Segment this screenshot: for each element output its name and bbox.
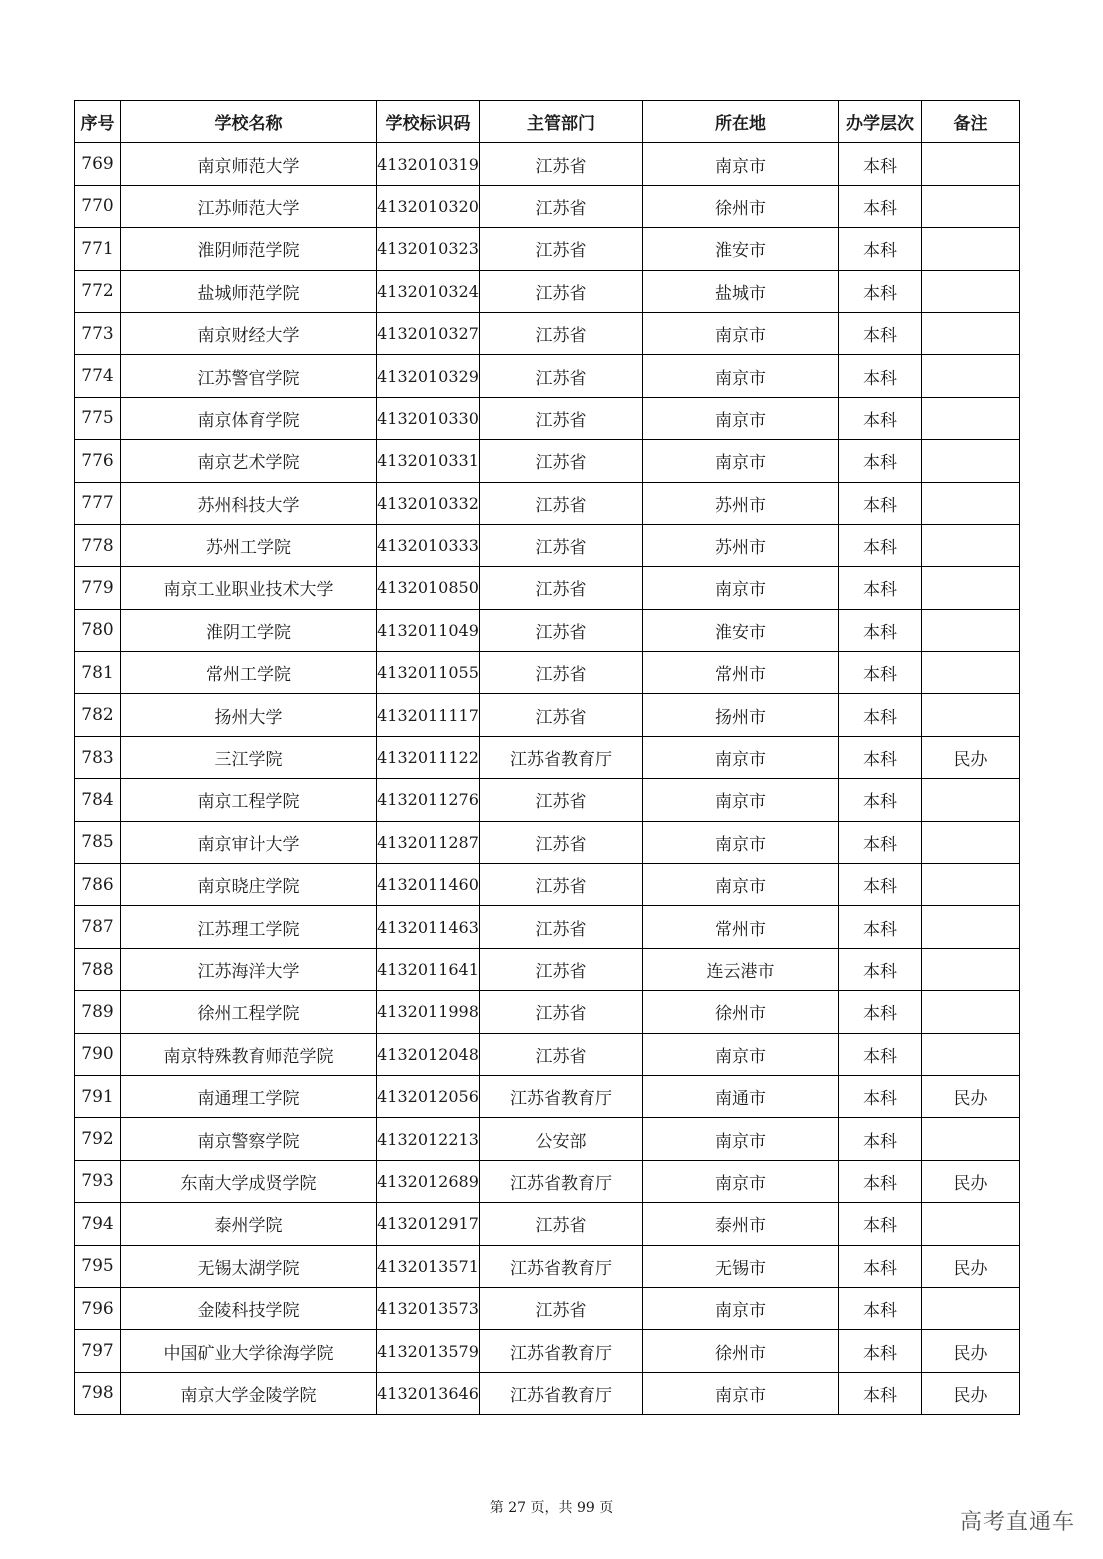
header-cell-authority: 主管部门 (480, 101, 643, 143)
cell-school-code: 4132010850 (377, 567, 480, 609)
table-row (75, 397, 1020, 439)
cell-remarks (922, 228, 1020, 270)
cell-location: 徐州市 (643, 1330, 839, 1372)
cell-index: 782 (75, 694, 121, 736)
table-row (75, 906, 1020, 948)
cell-school-name: 盐城师范学院 (121, 270, 377, 312)
cell-remarks (922, 185, 1020, 227)
cell-index: 776 (75, 440, 121, 482)
header-cell-remarks: 备注 (922, 101, 1020, 143)
cell-school-code: 4132011998 (377, 991, 480, 1033)
table-row (75, 482, 1020, 524)
cell-location: 扬州市 (643, 694, 839, 736)
cell-authority: 江苏省 (480, 143, 643, 185)
cell-school-name: 江苏海洋大学 (121, 948, 377, 990)
cell-index: 778 (75, 524, 121, 566)
table-header-row (75, 101, 1020, 143)
cell-index: 785 (75, 821, 121, 863)
cell-index: 781 (75, 652, 121, 694)
cell-index: 783 (75, 736, 121, 778)
table-row (75, 1203, 1020, 1245)
cell-index: 773 (75, 312, 121, 354)
cell-school-name: 苏州科技大学 (121, 482, 377, 524)
cell-location: 南京市 (643, 397, 839, 439)
cell-school-name: 东南大学成贤学院 (121, 1160, 377, 1202)
cell-index: 798 (75, 1372, 121, 1414)
cell-school-code: 4132011287 (377, 821, 480, 863)
table-row (75, 609, 1020, 651)
cell-remarks (922, 948, 1020, 990)
cell-remarks: 民办 (922, 1160, 1020, 1202)
cell-school-code: 4132011055 (377, 652, 480, 694)
cell-remarks: 民办 (922, 1372, 1020, 1414)
cell-school-name: 扬州大学 (121, 694, 377, 736)
cell-school-code: 4132013573 (377, 1287, 480, 1329)
cell-school-name: 南京体育学院 (121, 397, 377, 439)
cell-authority: 江苏省 (480, 821, 643, 863)
cell-school-code: 4132011460 (377, 864, 480, 906)
cell-index: 775 (75, 397, 121, 439)
cell-school-code: 4132010331 (377, 440, 480, 482)
cell-level: 本科 (839, 1287, 922, 1329)
cell-location: 苏州市 (643, 524, 839, 566)
cell-authority: 江苏省 (480, 1033, 643, 1075)
cell-level: 本科 (839, 1075, 922, 1117)
cell-remarks (922, 609, 1020, 651)
header-cell-level: 办学层次 (839, 101, 922, 143)
cell-index: 788 (75, 948, 121, 990)
cell-authority: 江苏省 (480, 270, 643, 312)
cell-school-code: 4132010320 (377, 185, 480, 227)
cell-remarks (922, 694, 1020, 736)
table-row (75, 991, 1020, 1033)
cell-level: 本科 (839, 609, 922, 651)
header-cell-location: 所在地 (643, 101, 839, 143)
table-row (75, 779, 1020, 821)
cell-school-code: 4132012056 (377, 1075, 480, 1117)
school-list-table (74, 100, 1020, 1415)
cell-location: 连云港市 (643, 948, 839, 990)
cell-location: 无锡市 (643, 1245, 839, 1287)
table-row (75, 270, 1020, 312)
cell-school-code: 4132010323 (377, 228, 480, 270)
cell-level: 本科 (839, 312, 922, 354)
cell-remarks (922, 1033, 1020, 1075)
cell-location: 淮安市 (643, 609, 839, 651)
cell-level: 本科 (839, 1245, 922, 1287)
cell-authority: 江苏省 (480, 906, 643, 948)
cell-authority: 江苏省 (480, 1287, 643, 1329)
table-body (75, 143, 1020, 1415)
cell-authority: 江苏省 (480, 524, 643, 566)
cell-remarks: 民办 (922, 1330, 1020, 1372)
cell-location: 南京市 (643, 1372, 839, 1414)
cell-school-name: 金陵科技学院 (121, 1287, 377, 1329)
cell-index: 786 (75, 864, 121, 906)
cell-location: 常州市 (643, 906, 839, 948)
cell-level: 本科 (839, 779, 922, 821)
table-row (75, 1075, 1020, 1117)
cell-school-code: 4132010330 (377, 397, 480, 439)
cell-school-name: 南京警察学院 (121, 1118, 377, 1160)
cell-school-code: 4132013571 (377, 1245, 480, 1287)
cell-school-code: 4132011049 (377, 609, 480, 651)
cell-school-code: 4132011117 (377, 694, 480, 736)
cell-school-name: 南京晓庄学院 (121, 864, 377, 906)
cell-index: 777 (75, 482, 121, 524)
cell-level: 本科 (839, 736, 922, 778)
cell-location: 苏州市 (643, 482, 839, 524)
cell-school-name: 南京审计大学 (121, 821, 377, 863)
cell-index: 779 (75, 567, 121, 609)
table-row (75, 1287, 1020, 1329)
table-row (75, 228, 1020, 270)
cell-school-name: 南京特殊教育师范学院 (121, 1033, 377, 1075)
cell-school-code: 4132012917 (377, 1203, 480, 1245)
cell-authority: 江苏省 (480, 440, 643, 482)
cell-school-name: 南京大学金陵学院 (121, 1372, 377, 1414)
cell-location: 南京市 (643, 143, 839, 185)
cell-authority: 江苏省教育厅 (480, 736, 643, 778)
cell-location: 南京市 (643, 864, 839, 906)
cell-index: 770 (75, 185, 121, 227)
table-row (75, 821, 1020, 863)
table-row (75, 1330, 1020, 1372)
cell-index: 771 (75, 228, 121, 270)
cell-school-code: 4132010329 (377, 355, 480, 397)
table-row (75, 312, 1020, 354)
cell-remarks (922, 143, 1020, 185)
cell-school-name: 中国矿业大学徐海学院 (121, 1330, 377, 1372)
cell-school-code: 4132011122 (377, 736, 480, 778)
cell-school-code: 4132010332 (377, 482, 480, 524)
cell-level: 本科 (839, 440, 922, 482)
cell-index: 794 (75, 1203, 121, 1245)
cell-location: 南京市 (643, 821, 839, 863)
cell-location: 南京市 (643, 440, 839, 482)
table-row (75, 948, 1020, 990)
cell-level: 本科 (839, 821, 922, 863)
table-row (75, 440, 1020, 482)
cell-level: 本科 (839, 270, 922, 312)
cell-index: 784 (75, 779, 121, 821)
cell-remarks (922, 652, 1020, 694)
cell-school-code: 4132011276 (377, 779, 480, 821)
cell-authority: 江苏省 (480, 779, 643, 821)
cell-school-code: 4132012048 (377, 1033, 480, 1075)
header-cell-school-name: 学校名称 (121, 101, 377, 143)
cell-level: 本科 (839, 482, 922, 524)
cell-authority: 江苏省 (480, 948, 643, 990)
table-row (75, 1372, 1020, 1414)
cell-location: 泰州市 (643, 1203, 839, 1245)
table-row (75, 355, 1020, 397)
cell-remarks (922, 524, 1020, 566)
cell-school-code: 4132010327 (377, 312, 480, 354)
cell-authority: 江苏省 (480, 991, 643, 1033)
cell-school-code: 4132012213 (377, 1118, 480, 1160)
cell-index: 793 (75, 1160, 121, 1202)
cell-level: 本科 (839, 1203, 922, 1245)
cell-remarks (922, 482, 1020, 524)
cell-school-code: 4132011641 (377, 948, 480, 990)
cell-location: 南通市 (643, 1075, 839, 1117)
cell-location: 淮安市 (643, 228, 839, 270)
cell-location: 徐州市 (643, 991, 839, 1033)
watermark-text: 高考直通车 (959, 1510, 1075, 1535)
cell-school-name: 淮阴工学院 (121, 609, 377, 651)
cell-index: 787 (75, 906, 121, 948)
cell-index: 789 (75, 991, 121, 1033)
cell-school-name: 常州工学院 (121, 652, 377, 694)
table-row (75, 864, 1020, 906)
cell-level: 本科 (839, 652, 922, 694)
cell-remarks: 民办 (922, 1075, 1020, 1117)
cell-remarks (922, 779, 1020, 821)
cell-remarks: 民办 (922, 736, 1020, 778)
page-number-footer: 第 27 页，共 99 页 (489, 1500, 614, 1516)
cell-school-name: 淮阴师范学院 (121, 228, 377, 270)
table-row (75, 1245, 1020, 1287)
cell-authority: 江苏省 (480, 1203, 643, 1245)
cell-school-name: 泰州学院 (121, 1203, 377, 1245)
cell-remarks (922, 821, 1020, 863)
cell-remarks: 民办 (922, 1245, 1020, 1287)
cell-school-code: 4132011463 (377, 906, 480, 948)
cell-school-name: 南京工程学院 (121, 779, 377, 821)
cell-location: 南京市 (643, 355, 839, 397)
cell-location: 南京市 (643, 312, 839, 354)
cell-authority: 江苏省 (480, 397, 643, 439)
cell-level: 本科 (839, 185, 922, 227)
cell-location: 南京市 (643, 1287, 839, 1329)
cell-level: 本科 (839, 948, 922, 990)
cell-school-code: 4132010333 (377, 524, 480, 566)
cell-remarks (922, 270, 1020, 312)
cell-authority: 江苏省教育厅 (480, 1075, 643, 1117)
cell-index: 791 (75, 1075, 121, 1117)
cell-school-name: 江苏师范大学 (121, 185, 377, 227)
cell-level: 本科 (839, 864, 922, 906)
cell-school-code: 4132010324 (377, 270, 480, 312)
cell-remarks (922, 397, 1020, 439)
cell-authority: 江苏省 (480, 228, 643, 270)
cell-authority: 江苏省 (480, 694, 643, 736)
cell-school-code: 4132013646 (377, 1372, 480, 1414)
cell-remarks (922, 440, 1020, 482)
cell-index: 790 (75, 1033, 121, 1075)
header-cell-school-code: 学校标识码 (377, 101, 480, 143)
cell-remarks (922, 1287, 1020, 1329)
cell-remarks (922, 1203, 1020, 1245)
table-row (75, 736, 1020, 778)
cell-authority: 江苏省 (480, 312, 643, 354)
cell-remarks (922, 1118, 1020, 1160)
table-row (75, 1160, 1020, 1202)
cell-index: 792 (75, 1118, 121, 1160)
cell-index: 769 (75, 143, 121, 185)
cell-location: 南京市 (643, 736, 839, 778)
cell-school-name: 苏州工学院 (121, 524, 377, 566)
cell-authority: 江苏省 (480, 567, 643, 609)
cell-level: 本科 (839, 1372, 922, 1414)
cell-school-code: 4132010319 (377, 143, 480, 185)
cell-location: 南京市 (643, 1160, 839, 1202)
cell-remarks (922, 991, 1020, 1033)
cell-authority: 江苏省 (480, 185, 643, 227)
table-row (75, 694, 1020, 736)
cell-location: 盐城市 (643, 270, 839, 312)
cell-level: 本科 (839, 524, 922, 566)
cell-index: 797 (75, 1330, 121, 1372)
cell-location: 南京市 (643, 1033, 839, 1075)
cell-level: 本科 (839, 991, 922, 1033)
table-row (75, 1118, 1020, 1160)
cell-location: 南京市 (643, 779, 839, 821)
cell-level: 本科 (839, 143, 922, 185)
cell-authority: 江苏省教育厅 (480, 1160, 643, 1202)
cell-index: 780 (75, 609, 121, 651)
cell-level: 本科 (839, 355, 922, 397)
table-row (75, 143, 1020, 185)
cell-school-name: 无锡太湖学院 (121, 1245, 377, 1287)
cell-school-name: 江苏理工学院 (121, 906, 377, 948)
cell-remarks (922, 355, 1020, 397)
cell-school-name: 江苏警官学院 (121, 355, 377, 397)
cell-level: 本科 (839, 1118, 922, 1160)
cell-school-name: 南京财经大学 (121, 312, 377, 354)
cell-level: 本科 (839, 1160, 922, 1202)
cell-school-name: 南京艺术学院 (121, 440, 377, 482)
cell-school-name: 三江学院 (121, 736, 377, 778)
cell-level: 本科 (839, 397, 922, 439)
cell-level: 本科 (839, 228, 922, 270)
cell-remarks (922, 864, 1020, 906)
cell-location: 常州市 (643, 652, 839, 694)
header-cell-index: 序号 (75, 101, 121, 143)
cell-index: 795 (75, 1245, 121, 1287)
cell-school-code: 4132012689 (377, 1160, 480, 1202)
cell-level: 本科 (839, 906, 922, 948)
cell-index: 772 (75, 270, 121, 312)
cell-authority: 江苏省教育厅 (480, 1245, 643, 1287)
cell-remarks (922, 312, 1020, 354)
cell-authority: 江苏省教育厅 (480, 1372, 643, 1414)
cell-authority: 江苏省 (480, 864, 643, 906)
cell-index: 796 (75, 1287, 121, 1329)
cell-school-code: 4132013579 (377, 1330, 480, 1372)
cell-location: 徐州市 (643, 185, 839, 227)
cell-school-name: 徐州工程学院 (121, 991, 377, 1033)
cell-authority: 江苏省 (480, 652, 643, 694)
table-row (75, 652, 1020, 694)
cell-level: 本科 (839, 1330, 922, 1372)
cell-location: 南京市 (643, 567, 839, 609)
table-row (75, 567, 1020, 609)
cell-authority: 公安部 (480, 1118, 643, 1160)
cell-authority: 江苏省 (480, 609, 643, 651)
cell-index: 774 (75, 355, 121, 397)
cell-school-name: 南通理工学院 (121, 1075, 377, 1117)
table-row (75, 524, 1020, 566)
cell-school-name: 南京师范大学 (121, 143, 377, 185)
cell-remarks (922, 567, 1020, 609)
table-row (75, 185, 1020, 227)
cell-level: 本科 (839, 567, 922, 609)
cell-level: 本科 (839, 1033, 922, 1075)
cell-authority: 江苏省 (480, 482, 643, 524)
cell-authority: 江苏省教育厅 (480, 1330, 643, 1372)
cell-remarks (922, 906, 1020, 948)
cell-authority: 江苏省 (480, 355, 643, 397)
cell-level: 本科 (839, 694, 922, 736)
cell-location: 南京市 (643, 1118, 839, 1160)
table-row (75, 1033, 1020, 1075)
cell-school-name: 南京工业职业技术大学 (121, 567, 377, 609)
